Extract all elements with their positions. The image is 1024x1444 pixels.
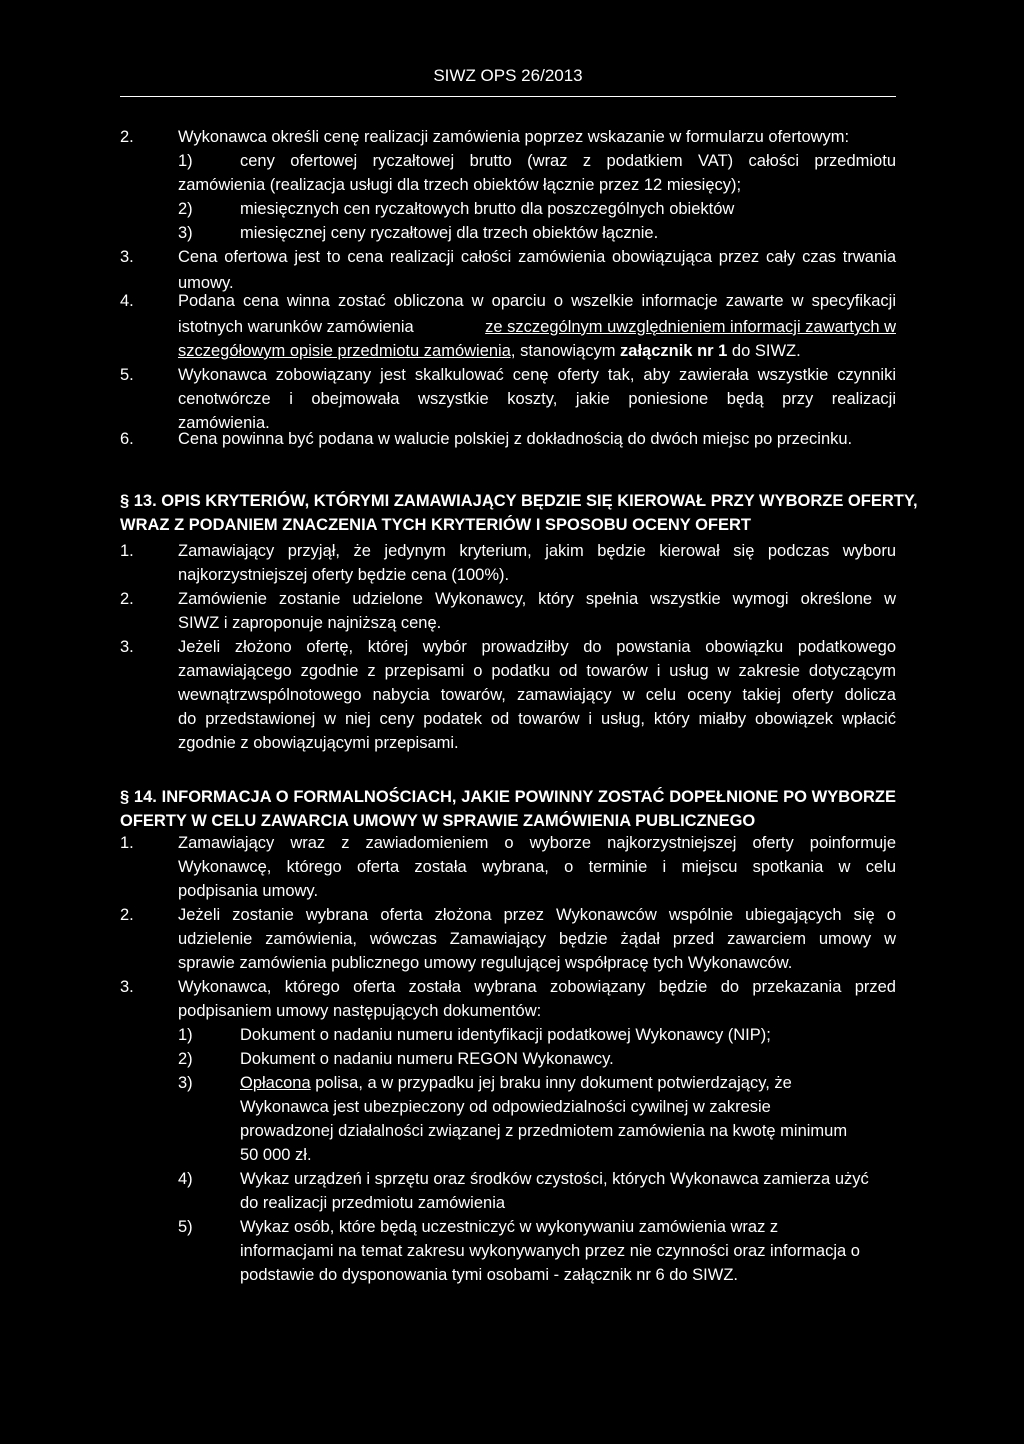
header-rule [120,96,896,97]
paragraph-line: Podana cena winna zostać obliczona w oparciu o wszelkie informacje zawarte w specyfikacji [178,292,896,310]
paragraph-line: Wykonawca zobowiązany jest skalkulować cenę oferty tak, aby zawierała wszystkie czynniki [178,366,896,384]
list-item-line: Wykaz osób, które będą uczestniczyć w wykonywaniu zamówienia wraz z [240,1218,779,1236]
paragraph-line: Wykonawca określi cenę realizacji zamówienia poprzez wskazanie w formularzu ofertowym: [178,128,850,146]
underlined-text: szczegółowym opisie przedmiotu zamówienia, [178,342,516,360]
paragraph-line: cenotwórcze i obejmowała wszystkie koszty, jakie poniesione będą przy realizacji [178,390,896,408]
text-fragment: polisa, a w przypadku jej braku inny dokument potwierdzający, że [310,1074,792,1092]
list-item-line: Dokument o nadaniu numeru REGON Wykonawcy. [240,1050,614,1068]
paragraph-line: sprawie zamówienia publicznego umowy regulującej współpracę tych Wykonawców. [178,954,793,972]
paragraph-line: Wykonawcę, którego oferta została wybrana, o terminie i miejscu spotkania w celu [178,858,896,876]
list-number: 5) [178,1218,193,1236]
paragraph-line: Cena ofertowa jest to cena realizacji całości zamówienia obowiązująca przez cały czas trwania [178,248,896,266]
paragraph-line: zamówienia. [178,414,270,432]
section-heading: WRAZ Z PODANIEM ZNACZENIA TYCH KRYTERIÓW I SPOSOBU OCENY OFERT [120,516,751,534]
paragraph-line: udzielenie zamówienia, wówczas Zamawiający będzie żądał przed zawarciem umowy w [178,930,896,948]
paragraph-line: do przedstawionej w niej ceny podatek od towarów i usług, który miałby obowiązek wpłacić [178,710,896,728]
paragraph-line: miesięcznej ceny ryczałtowej dla trzech obiektów łącznie. [240,224,659,242]
paragraph-line: Cena powinna być podana w walucie polskiej z dokładnością do dwóch miejsc po przecinku. [178,430,853,448]
list-item-line: prowadzonej działalności związanej z przedmiotem zamówienia na kwotę minimum [240,1122,848,1140]
paragraph-line: ceny ofertowej ryczałtowej brutto (wraz z podatkiem VAT) całości przedmiotu [240,152,896,170]
paragraph-line: umowy. [178,274,234,292]
list-number: 1) [178,1026,193,1044]
paragraph-line: Zamówienie zostanie udzielone Wykonawcy, który spełnia wszystkie wymogi określone w [178,590,896,608]
paragraph-line: Zamawiający wraz z zawiadomieniem o wyborze najkorzystniejszej oferty poinformuje [178,834,896,852]
list-item-line [240,1074,792,1093]
list-item-line: do realizacji przedmiotu zamówienia [240,1194,506,1212]
item-number: 1. [120,542,134,560]
list-item-line: 50 000 zł. [240,1146,312,1164]
list-number: 4) [178,1170,193,1188]
underlined-text: Opłacona [240,1074,311,1092]
item-number: 2. [120,906,134,924]
list-item-line: informacjami na temat zakresu wykonywanych przez nie czynności oraz informacja o [240,1242,860,1260]
section-heading: OFERTY W CELU ZAWARCIA UMOWY W SPRAWIE ZAMÓWIENIA PUBLICZNEGO [120,812,756,830]
paragraph-line: Zamawiający przyjął, że jedynym kryterium, jakim będzie kierował się podczas wyboru [178,542,896,560]
item-number: 4. [120,292,134,310]
item-number: 3. [120,638,134,656]
list-number: 2) [178,200,193,218]
paragraph-line: Jeżeli złożono ofertę, której wybór prowadziłby do powstania obowiązku podatkowego [178,638,896,656]
bold-text: załącznik nr 1 [620,342,728,360]
paragraph-line: Wykonawca, którego oferta została wybrana zobowiązany będzie do przekazania przed [178,978,896,996]
underlined-text: ze szczególnym uwzględnieniem informacji zawartych w [485,318,896,336]
paragraph-line: najkorzystniejszej oferty będzie cena (100%). [178,566,510,584]
list-number: 3) [178,1074,193,1092]
item-number: 2. [120,128,134,146]
paragraph-line: podpisania umowy. [178,882,319,900]
item-number: 3. [120,978,134,996]
list-number: 1) [178,152,193,170]
paragraph-line [178,342,801,361]
list-number: 2) [178,1050,193,1068]
paragraph-line: zgodnie z obowiązującymi przepisami. [178,734,459,752]
text-fragment: do SIWZ. [727,342,801,360]
underlined-fragment [422,318,896,337]
text-fragment: istotnych warunków zamówienia [178,318,414,336]
paragraph-line: Jeżeli zostanie wybrana oferta złożona przez Wykonawców wspólnie ubiegających się o [178,906,896,924]
section-heading: § 13. OPIS KRYTERIÓW, KTÓRYMI ZAMAWIAJĄCY BĘDZIE SIĘ KIEROWAŁ PRZY WYBORZE OFERTY, [120,492,918,510]
paragraph-line: SIWZ i zaproponuje najniższą cenę. [178,614,442,632]
list-item-line: Dokument o nadaniu numeru identyfikacji podatkowej Wykonawcy (NIP); [240,1026,771,1044]
paragraph-line: podpisaniem umowy następujących dokumentów: [178,1002,542,1020]
item-number: 3. [120,248,134,266]
section-heading: § 14. INFORMACJA O FORMALNOŚCIACH, JAKIE POWINNY ZOSTAĆ DOPEŁNIONE PO WYBORZE [120,788,896,806]
list-item-line: Wykaz urządzeń i sprzętu oraz środków czystości, których Wykonawca zamierza użyć [240,1170,869,1188]
paragraph-line: zamówienia (realizacja usługi dla trzech obiektów łącznie przez 12 miesięcy); [178,176,742,194]
item-number: 5. [120,366,134,384]
paragraph-line: wewnątrzwspólnotowego nabycia towarów, zamawiający w celu oceny takiej oferty dolicza [178,686,896,704]
item-number: 1. [120,834,134,852]
text-fragment: stanowiącym [515,342,621,360]
document-header: SIWZ OPS 26/2013 [433,66,583,85]
paragraph-line: zamawiającego zgodnie z przepisami o podatku od towarów i usług w zakresie dotyczącym [178,662,896,680]
item-number: 6. [120,430,134,448]
paragraph-line [178,318,414,337]
item-number: 2. [120,590,134,608]
list-number: 3) [178,224,193,242]
list-item-line: podstawie do dysponowania tymi osobami - załącznik nr 6 do SIWZ. [240,1266,738,1284]
paragraph-line: miesięcznych cen ryczałtowych brutto dla poszczególnych obiektów [240,200,735,218]
list-item-line: Wykonawca jest ubezpieczony od odpowiedzialności cywilnej w zakresie [240,1098,771,1116]
